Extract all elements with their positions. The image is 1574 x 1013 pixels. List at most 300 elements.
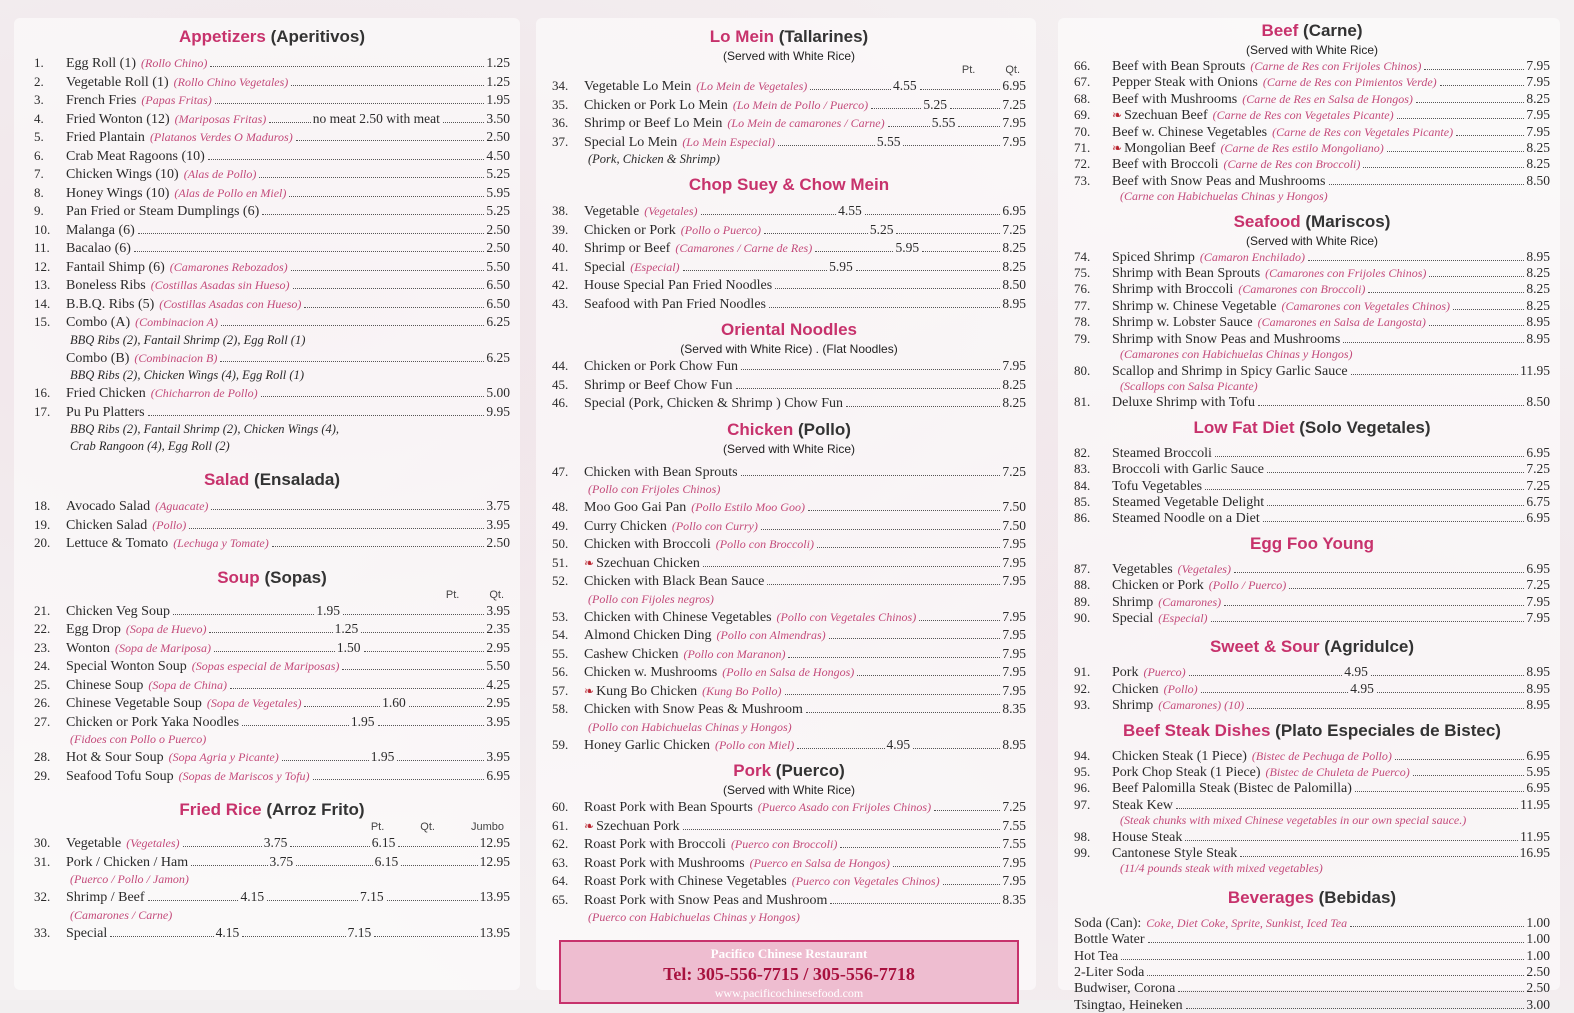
menu-item <box>1074 915 1550 931</box>
chili-pepper-icon: ❧ <box>584 555 595 570</box>
menu-item <box>552 463 1026 482</box>
leader-dots <box>1413 775 1525 776</box>
leader-dots <box>943 884 1001 885</box>
item-price-pint: 4.15 <box>240 889 265 904</box>
item-name: Chinese Vegetable Soup <box>66 696 202 711</box>
item-number: 48. <box>552 499 569 514</box>
item-price-pint: 1.60 <box>382 695 406 710</box>
fried-rice-column-headers: Pt. Qt. Jumbo <box>370 821 504 833</box>
leader-dots <box>1355 791 1524 792</box>
item-price: 2.95 <box>486 639 511 655</box>
item-name: Steamed Noodle on a Diet <box>1112 511 1260 527</box>
item-price: 6.95 <box>1002 203 1027 218</box>
item-price-pint: 1.95 <box>370 749 395 764</box>
leader-dots <box>269 122 311 123</box>
item-price: 6.95 <box>1526 780 1550 796</box>
item-price: 1.25 <box>486 55 510 70</box>
menu-item <box>1074 797 1550 813</box>
item-price: 8.95 <box>1526 664 1550 680</box>
leader-dots <box>210 66 484 67</box>
item-spanish-name: (Puerco con Broccoli) <box>730 837 838 851</box>
leader-dots <box>785 694 1001 695</box>
item-name: Malanga (6) <box>66 222 135 238</box>
item-number: 71. <box>1074 140 1091 156</box>
item-note: (Scallops con Salsa Picante) <box>1120 378 1258 393</box>
item-spanish-name: (Chicharron de Pollo) <box>150 386 258 400</box>
item-name: Chicken or Pork Yaka Noodles <box>66 714 240 730</box>
leader-dots <box>920 89 1001 90</box>
item-number: 38. <box>552 203 569 218</box>
item-spanish-name: (Especial) <box>1158 610 1208 625</box>
item-number: 14. <box>34 295 51 311</box>
menu-item <box>552 133 1026 152</box>
leader-dots <box>888 126 930 127</box>
item-number: 74. <box>1074 248 1091 264</box>
menu-item <box>34 73 510 92</box>
item-number: 41. <box>552 258 569 274</box>
menu-item <box>34 676 510 695</box>
item-spanish-name: (Pollo / Puerco) <box>1208 578 1287 593</box>
leader-dots <box>741 369 1000 370</box>
item-number: 69. <box>1074 107 1091 123</box>
fried-rice-list <box>34 834 510 942</box>
item-price-pint: 1.25 <box>334 621 359 636</box>
item-price: 7.95 <box>1526 593 1550 609</box>
menu-item <box>1074 58 1550 74</box>
item-price: 8.50 <box>1526 172 1550 188</box>
item-spanish-name: (Camarones) (10) <box>1158 698 1245 713</box>
item-number: 46. <box>552 395 569 410</box>
leader-dots <box>261 396 485 397</box>
oriental-subtitle: (Served with White Rice) . (Flat Noodles) <box>680 342 898 356</box>
item-spanish-name: (Especial) <box>630 259 680 274</box>
item-price: 2.95 <box>486 695 511 710</box>
item-number: 22. <box>34 621 51 636</box>
menu-item <box>552 626 1026 645</box>
item-name: Chicken or Pork Chow Fun <box>584 359 738 374</box>
menu-item <box>1074 964 1550 980</box>
item-price: 12.95 <box>479 853 510 869</box>
leader-dots <box>1148 942 1525 943</box>
leader-dots <box>919 620 1000 621</box>
leader-dots <box>209 632 332 633</box>
item-spanish-name: (Sopas especial de Mariposas) <box>191 659 340 673</box>
item-spanish-name: (Camarones con Broccoli) <box>1238 282 1366 297</box>
menu-item <box>1074 298 1550 314</box>
item-price: 8.25 <box>1526 90 1550 106</box>
leader-dots <box>1397 118 1525 119</box>
item-number: 90. <box>1074 609 1091 625</box>
leader-dots <box>1424 69 1524 70</box>
item-name: Chicken <box>1112 681 1159 697</box>
item-name: Soda (Can): <box>1074 915 1142 931</box>
item-price: 5.25 <box>486 166 510 181</box>
item-spanish-name: (Lo Mein de camarones / Carne) <box>727 116 885 130</box>
item-number: 72. <box>1074 156 1091 172</box>
leader-dots <box>922 251 1000 252</box>
menu-item <box>34 384 510 403</box>
item-price: 7.55 <box>1002 836 1026 851</box>
menu-item <box>552 498 1026 517</box>
item-name: Vegetable <box>584 204 640 219</box>
item-name: 2-Liter Soda <box>1074 965 1145 981</box>
steak-list <box>1074 748 1550 877</box>
item-name: Pork / Chicken / Ham <box>66 854 189 870</box>
leader-dots <box>173 614 314 615</box>
item-spanish-name: (Pollo con Broccoli) <box>715 537 814 551</box>
beef-list <box>1074 58 1550 205</box>
leader-dots <box>893 866 1001 867</box>
leader-dots <box>857 675 1000 676</box>
menu-item <box>552 736 1026 755</box>
item-number: 3. <box>34 92 44 107</box>
item-price: 7.95 <box>1002 627 1026 642</box>
item-number: 82. <box>1074 444 1091 460</box>
item-number: 70. <box>1074 123 1091 139</box>
menu-item <box>1074 764 1550 780</box>
item-price: 7.50 <box>1002 499 1026 514</box>
item-spanish-name: (Kung Bo Pollo) <box>702 683 782 698</box>
menu-item <box>552 891 1026 910</box>
leader-dots <box>903 145 1000 146</box>
item-name: Lettuce & Tomato <box>66 536 169 551</box>
menu-item <box>1074 494 1550 510</box>
section-title-chicken: Chicken (Pollo) <box>727 419 851 439</box>
item-price: 1.00 <box>1526 914 1550 930</box>
item-price: 1.00 <box>1526 947 1550 963</box>
item-spanish-name: (Carne de Res con Vegetales Picante) <box>1212 108 1394 123</box>
item-name: Beef w. Chinese Vegetables <box>1112 124 1268 140</box>
item-name: Egg Drop <box>66 622 121 637</box>
item-spanish-name: (Platanos Verdes O Maduros) <box>149 130 293 144</box>
pupu-note-2: Crab Rangoon (4), Egg Roll (2) <box>70 439 230 453</box>
item-number: 17. <box>34 403 51 419</box>
item-extra: no meat 2.50 with meat <box>312 110 440 126</box>
item-price: 7.95 <box>1002 682 1026 698</box>
menu-item <box>1074 265 1550 281</box>
beef-subtitle: (Served with White Rice) <box>1245 43 1379 57</box>
leader-dots <box>788 657 1000 658</box>
chop-suey-list <box>552 202 1026 313</box>
menu-item <box>34 639 510 658</box>
item-name: Chicken or Pork Lo Mein <box>584 97 728 113</box>
leader-dots <box>242 936 345 937</box>
item-price: 1.25 <box>486 73 510 89</box>
leader-dots <box>189 528 484 529</box>
item-price: 7.25 <box>1002 799 1026 814</box>
item-note: (Pollo con Frijoles Chinos) <box>588 482 721 496</box>
leader-dots <box>1429 276 1524 277</box>
item-name: Pork Chop Steak (1 Piece) <box>1112 765 1261 780</box>
menu-item <box>34 888 510 907</box>
leader-dots <box>764 233 868 234</box>
item-name: Shrimp / Beef <box>66 890 145 905</box>
item-price-pint: 5.95 <box>829 258 853 274</box>
leader-dots <box>950 108 1000 109</box>
item-spanish-name: (Camarones en Salsa de Langosta) <box>1257 315 1426 330</box>
item-number: 53. <box>552 608 569 624</box>
item-name: Shrimp or Beef Lo Mein <box>584 116 723 131</box>
item-note: (Camarones con Habichuelas Chinas y Hongos) <box>1120 347 1353 362</box>
item-number: 43. <box>552 295 569 311</box>
item-number: 95. <box>1074 764 1091 779</box>
item-price: 7.95 <box>1002 873 1026 888</box>
item-price: 8.25 <box>1526 297 1550 313</box>
item-name: Chicken Salad <box>66 517 148 533</box>
item-price: 6.50 <box>486 277 510 292</box>
item-name: Seafood Tofu Soup <box>66 768 174 784</box>
item-price: 7.95 <box>1002 664 1026 679</box>
item-number: 23. <box>34 639 51 655</box>
item-name: Vegetable Roll (1) <box>66 74 169 90</box>
item-number: 60. <box>552 799 569 814</box>
item-name: Chicken with Chinese Vegetables <box>584 609 772 625</box>
item-number: 6. <box>34 147 44 163</box>
item-price: 5.50 <box>486 658 510 673</box>
leader-dots <box>1429 325 1525 326</box>
item-name: House Steak <box>1112 829 1183 845</box>
item-price: 5.25 <box>486 203 510 218</box>
menu-item <box>552 77 1026 96</box>
item-spanish-name: (Pollo) <box>1163 681 1198 696</box>
section-title-oriental-noodles: Oriental Noodles <box>720 320 858 339</box>
leader-dots <box>767 584 1000 585</box>
leader-dots <box>778 145 875 146</box>
item-spanish-name: (Bistec de Chuleta de Puerco) <box>1265 765 1410 779</box>
soup-list <box>34 602 510 732</box>
section-title-sweet-sour: Sweet & Sour (Agridulce) <box>1209 637 1415 657</box>
leader-dots <box>871 108 921 109</box>
leader-dots <box>1147 975 1524 976</box>
item-price: 6.75 <box>1526 493 1550 509</box>
website-link[interactable]: www.pacificochinesefood.com <box>714 986 864 1000</box>
item-spanish-name: (Puerco en Salsa de Hongos) <box>749 855 890 870</box>
item-price: 2.50 <box>1526 980 1550 996</box>
item-name: Deluxe Shrimp with Tofu <box>1112 395 1256 411</box>
item-name: Special <box>584 259 626 275</box>
yaka-note: (Fidoes con Pollo o Puerco) <box>70 732 207 746</box>
leader-dots <box>865 214 1001 215</box>
item-name: Szechuan Chicken <box>596 555 700 571</box>
item-number: 1. <box>34 55 44 70</box>
menu-item <box>1074 577 1550 593</box>
leader-dots <box>815 251 893 252</box>
leader-dots <box>214 651 335 652</box>
item-note: (Puerco con Habichuelas Chinas y Hongos) <box>588 910 800 924</box>
item-spanish-name: (Costillas Asadas con Hueso) <box>159 296 302 311</box>
item-name: Pork <box>1112 665 1139 681</box>
item-name: Moo Goo Gai Pan <box>584 500 687 515</box>
item-name: Shrimp with Bean Sprouts <box>1112 266 1261 282</box>
menu-item <box>552 700 1026 719</box>
item-number: 8. <box>34 184 44 200</box>
item-price: 7.25 <box>1002 96 1026 112</box>
menu-item <box>552 817 1026 836</box>
item-price-pint: 4.95 <box>1350 680 1374 696</box>
item-number: 10. <box>34 221 51 237</box>
leader-dots <box>343 614 484 615</box>
item-name: Spiced Shrimp <box>1112 249 1195 265</box>
item-price: 3.95 <box>486 516 510 532</box>
leader-dots <box>398 846 477 847</box>
item-spanish-name: (Lo Mein de Pollo / Puerco) <box>732 97 869 112</box>
item-price: 7.95 <box>1002 358 1026 373</box>
item-name: Steamed Vegetable Delight <box>1112 494 1265 510</box>
item-spanish-name: (Puerco Asado con Frijoles Chinos) <box>757 800 932 814</box>
item-spanish-name: (Lechuga y Tomate) <box>173 536 269 550</box>
item-name: Roast Pork with Mushrooms <box>584 855 745 871</box>
menu-item <box>552 854 1026 873</box>
item-name: Shrimp w. Lobster Sauce <box>1112 315 1253 331</box>
item-spanish-name: (Lo Mein Especial) <box>682 134 775 149</box>
leader-dots <box>364 651 485 652</box>
menu-item <box>34 497 510 516</box>
item-spanish-name: (Pollo con Maranon) <box>683 646 786 661</box>
section-title-egg-foo-young: Egg Foo Young <box>1249 533 1374 553</box>
leader-dots <box>387 900 478 901</box>
item-number: 76. <box>1074 281 1091 297</box>
item-number: 64. <box>552 873 569 888</box>
item-number: 49. <box>552 517 569 533</box>
leader-dots <box>374 936 477 937</box>
item-spanish-name: Coke, Diet Coke, Sprite, Sunkist, Iced Tea <box>1146 915 1348 930</box>
item-number: 29. <box>34 767 51 783</box>
menu-item <box>34 313 510 332</box>
menu-item <box>1074 948 1550 964</box>
item-price-quart: 6.15 <box>371 835 396 850</box>
item-name: Chicken Steak (1 Piece) <box>1112 748 1247 764</box>
item-price: 7.25 <box>1526 477 1550 493</box>
item-number: 84. <box>1074 477 1091 493</box>
item-spanish-name: (Costillas Asadas sin Hueso) <box>150 278 290 292</box>
leader-dots <box>736 388 1001 389</box>
leader-dots <box>342 669 484 670</box>
item-name: Beef with Snow Peas and Mushrooms <box>1112 173 1326 189</box>
sweet-sour-list <box>1074 664 1550 713</box>
section-title-fried-rice: Fried Rice (Arroz Frito) <box>179 800 365 819</box>
menu-item <box>1074 610 1550 626</box>
item-note: (Puerco / Pollo / Jamon) <box>70 872 189 886</box>
item-spanish-name: (Puerco con Vegetales Chinos) <box>791 874 940 888</box>
item-name: Special Wonton Soup <box>66 659 187 674</box>
item-number: 21. <box>34 602 51 618</box>
item-spanish-name: (Sopa de Vegetales) <box>206 696 302 710</box>
item-note: (Pollo con Fijoles negros) <box>588 591 714 606</box>
leader-dots <box>934 810 1000 811</box>
item-number: 59. <box>552 736 569 752</box>
item-spanish-name: (Pollo) <box>152 517 187 532</box>
item-number: 36. <box>552 115 569 130</box>
item-spanish-name: (Carne de Res con Pimientos Verde) <box>1262 75 1437 90</box>
item-price: 4.25 <box>486 676 510 692</box>
item-price: 7.95 <box>1002 115 1026 130</box>
item-name: B.B.Q. Ribs (5) <box>66 296 155 312</box>
item-number: 56. <box>552 664 569 679</box>
menu-column-right <box>1058 18 1560 1013</box>
item-name: Scallop and Shrimp in Spicy Garlic Sauce <box>1112 363 1348 379</box>
item-price: 11.95 <box>1520 828 1550 844</box>
item-name: Seafood with Pan Fried Noodles <box>584 296 766 312</box>
menu-item <box>34 54 510 73</box>
menu-item <box>1074 829 1550 845</box>
item-name: Shrimp with Snow Peas and Mushrooms <box>1112 331 1341 347</box>
item-price: 7.95 <box>1002 554 1026 570</box>
menu-item <box>34 924 510 943</box>
item-number: 7. <box>34 166 44 181</box>
leader-dots <box>1351 374 1519 375</box>
leader-dots <box>1329 184 1525 185</box>
item-price: 8.95 <box>1526 680 1550 696</box>
menu-item <box>552 835 1026 854</box>
leader-dots <box>134 251 484 252</box>
item-price: 5.00 <box>486 385 510 400</box>
item-price: 8.95 <box>1526 248 1550 264</box>
menu-item <box>34 202 510 221</box>
item-name: French Fries <box>66 93 137 108</box>
item-number: 68. <box>1074 90 1091 106</box>
contact-box <box>559 940 1019 1004</box>
combo-b-note: BBQ Ribs (2), Chicken Wings (4), Egg Roll (1) <box>70 368 304 382</box>
item-number: 20. <box>34 535 51 550</box>
item-name: Special Lo Mein <box>584 134 678 150</box>
seafood-list <box>1074 249 1550 411</box>
item-number: 96. <box>1074 780 1091 796</box>
item-number: 73. <box>1074 172 1091 188</box>
item-price: 5.50 <box>486 258 510 274</box>
item-name: Cashew Chicken <box>584 646 679 662</box>
leader-dots <box>830 903 1000 904</box>
item-name: Pepper Steak with Onions <box>1112 75 1258 91</box>
item-number: 33. <box>34 924 51 940</box>
leader-dots <box>1178 991 1524 992</box>
menu-item <box>552 517 1026 536</box>
item-name: Fried Chicken <box>66 386 146 401</box>
menu-item <box>552 276 1026 295</box>
menu-item <box>1074 780 1550 796</box>
item-spanish-name: (Lo Mein de Vegetales) <box>696 79 808 93</box>
item-number: 65. <box>552 891 569 907</box>
item-name: Tsingtao, Heineken <box>1074 997 1183 1013</box>
item-number: 61. <box>552 817 569 833</box>
menu-item <box>1074 561 1550 577</box>
menu-item <box>34 620 510 639</box>
item-price: 8.25 <box>1526 140 1550 156</box>
item-spanish-name: (Rollo Chino Vegetales) <box>173 74 289 89</box>
item-price-pint: 5.25 <box>869 221 894 237</box>
item-price: 7.95 <box>1002 608 1026 624</box>
item-spanish-name: (Camaron Enchilado) <box>1199 249 1306 264</box>
item-name: Chinese Soup <box>66 677 144 693</box>
section-title-salad: Salad (Ensalada) <box>203 470 341 489</box>
menu-item <box>34 834 510 853</box>
item-number: 35. <box>552 96 569 112</box>
leader-dots <box>293 288 485 289</box>
item-spanish-name: (Rollo Chino) <box>141 56 208 70</box>
item-number: 86. <box>1074 510 1091 526</box>
item-spanish-name: (Sopa de Huevo) <box>125 622 207 636</box>
item-name: Chicken w. Mushrooms <box>584 665 718 680</box>
menu-item <box>1074 845 1550 861</box>
item-name: Shrimp or Beef Chow Fun <box>584 377 733 393</box>
item-name: Pan Fried or Steam Dumplings (6) <box>66 204 260 219</box>
leader-dots <box>282 760 369 761</box>
menu-item <box>1074 997 1550 1013</box>
item-spanish-name: (Pollo en Salsa de Hongos) <box>722 665 855 679</box>
item-number: 67. <box>1074 74 1091 90</box>
item-name: Roast Pork with Broccoli <box>584 837 726 852</box>
item-name: Special (Pork, Chicken & Shrimp ) Chow Fun <box>584 396 843 411</box>
item-number: 97. <box>1074 796 1091 812</box>
